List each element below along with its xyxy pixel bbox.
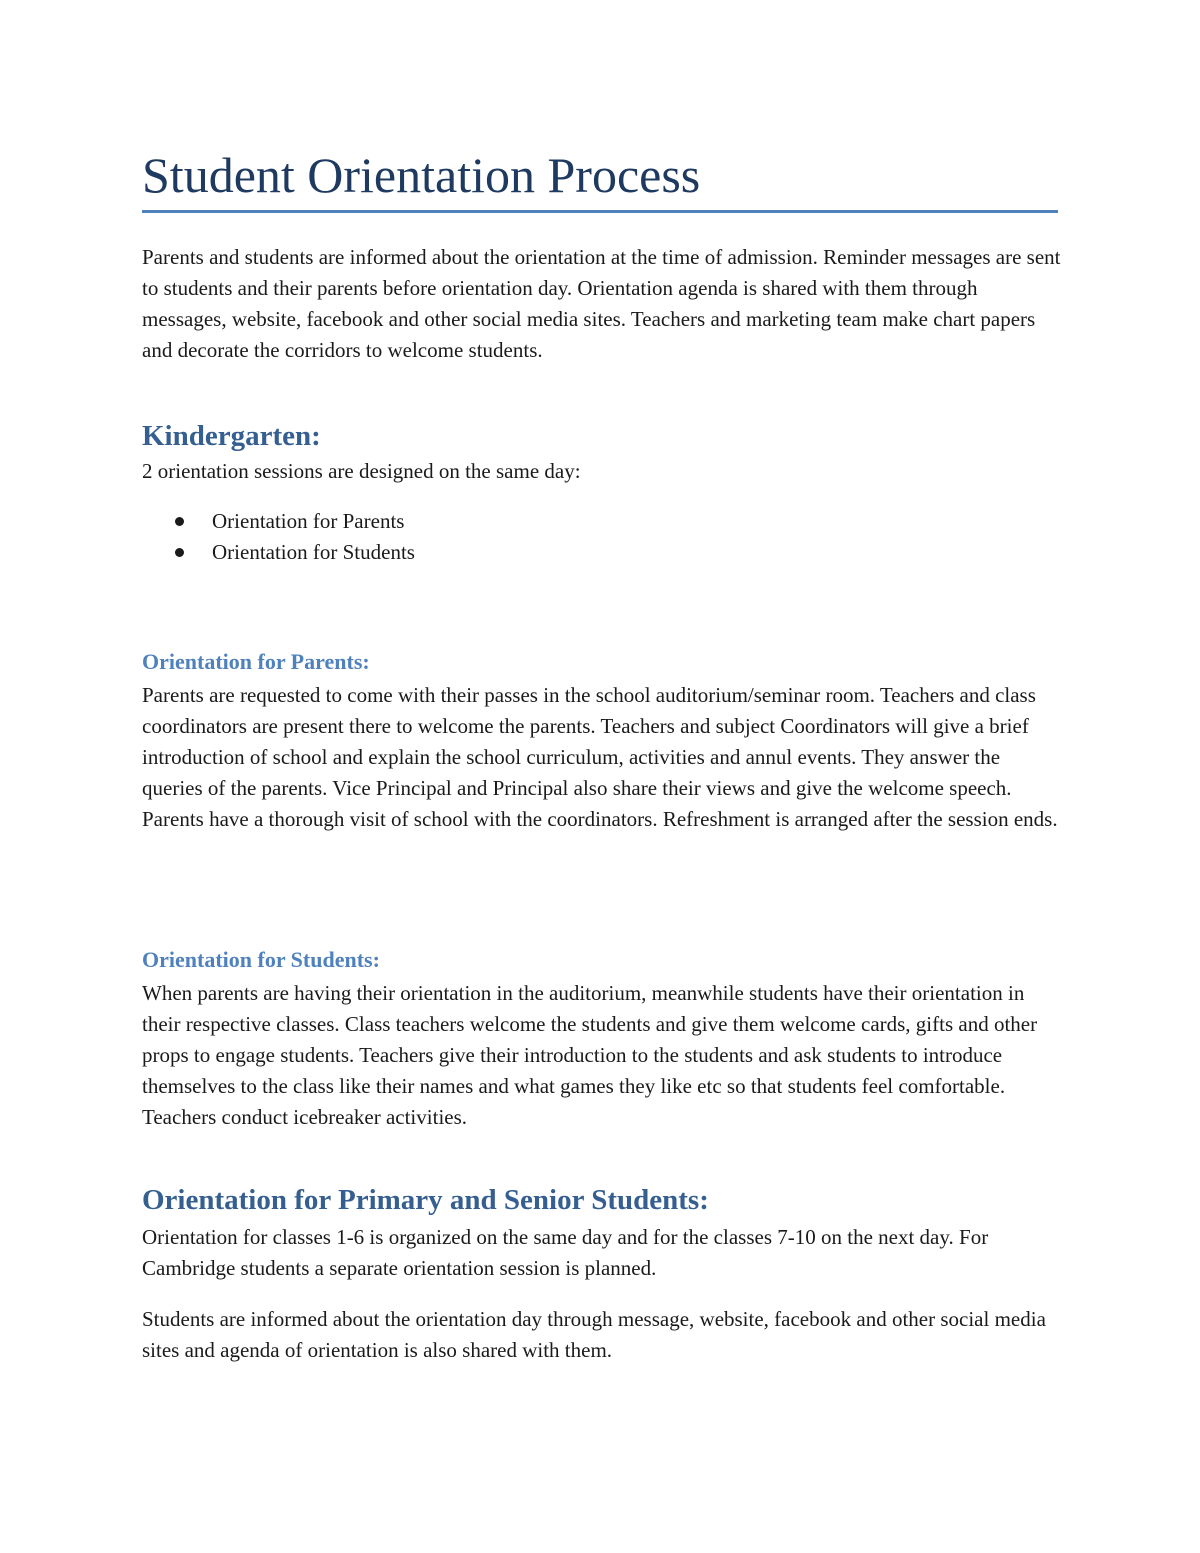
students-heading: Orientation for Students: <box>142 947 380 972</box>
document-title: Student Orientation Process <box>142 147 701 203</box>
primary-senior-heading: Orientation for Primary and Senior Students: <box>142 1184 709 1216</box>
bullet-icon <box>175 517 184 526</box>
list-item <box>142 537 415 568</box>
list-item-label: Orientation for Parents <box>212 509 405 533</box>
primary-paragraph-2: Students are informed about the orientation day through message, website, facebook and other social media sites and agenda of orientation is also shared with them. <box>142 1307 1046 1362</box>
intro-paragraph: Parents and students are informed about the orientation at the time of admission. Reminder messages are sent to students and their parents before orientation day. Orientation agenda is shared with them through messages, website, facebook and other social media sites. Teachers and marketing team make chart papers and decorate the corridors to welcome students. <box>142 245 1061 362</box>
kindergarten-heading: Kindergarten: <box>142 420 321 452</box>
parents-paragraph: Parents are requested to come with their passes in the school auditorium/seminar room. Teachers and class coordinators are present there to welcome the parents. Teachers and subject Coordinators will give a brief introduction of school and explain the school curriculum, activities and annul events. They answer the queries of the parents. Vice Principal and Principal also share their views and give the welcome speech. Parents have a thorough visit of school with the coordinators. Refreshment is arranged after the session ends. <box>142 683 1058 831</box>
bullet-icon <box>175 548 184 557</box>
list-item-label: Orientation for Students <box>212 540 415 564</box>
list-item <box>142 506 415 537</box>
kindergarten-paragraph: 2 orientation sessions are designed on the same day: <box>142 459 581 483</box>
primary-paragraph-1: Orientation for classes 1-6 is organized on the same day and for the classes 7-10 on the next day. For Cambridge students a separate orientation session is planned. <box>142 1225 989 1280</box>
kindergarten-session-list <box>142 506 415 568</box>
parents-heading: Orientation for Parents: <box>142 649 370 674</box>
title-underline <box>142 210 1058 213</box>
students-paragraph: When parents are having their orientation in the auditorium, meanwhile students have their orientation in their respective classes. Class teachers welcome the students and give them welcome cards, gifts and other props to engage students. Teachers give their introduction to the students and ask students to introduce themselves to the class like their names and what games they like etc so that students feel comfortable. Teachers conduct icebreaker activities. <box>142 981 1038 1129</box>
